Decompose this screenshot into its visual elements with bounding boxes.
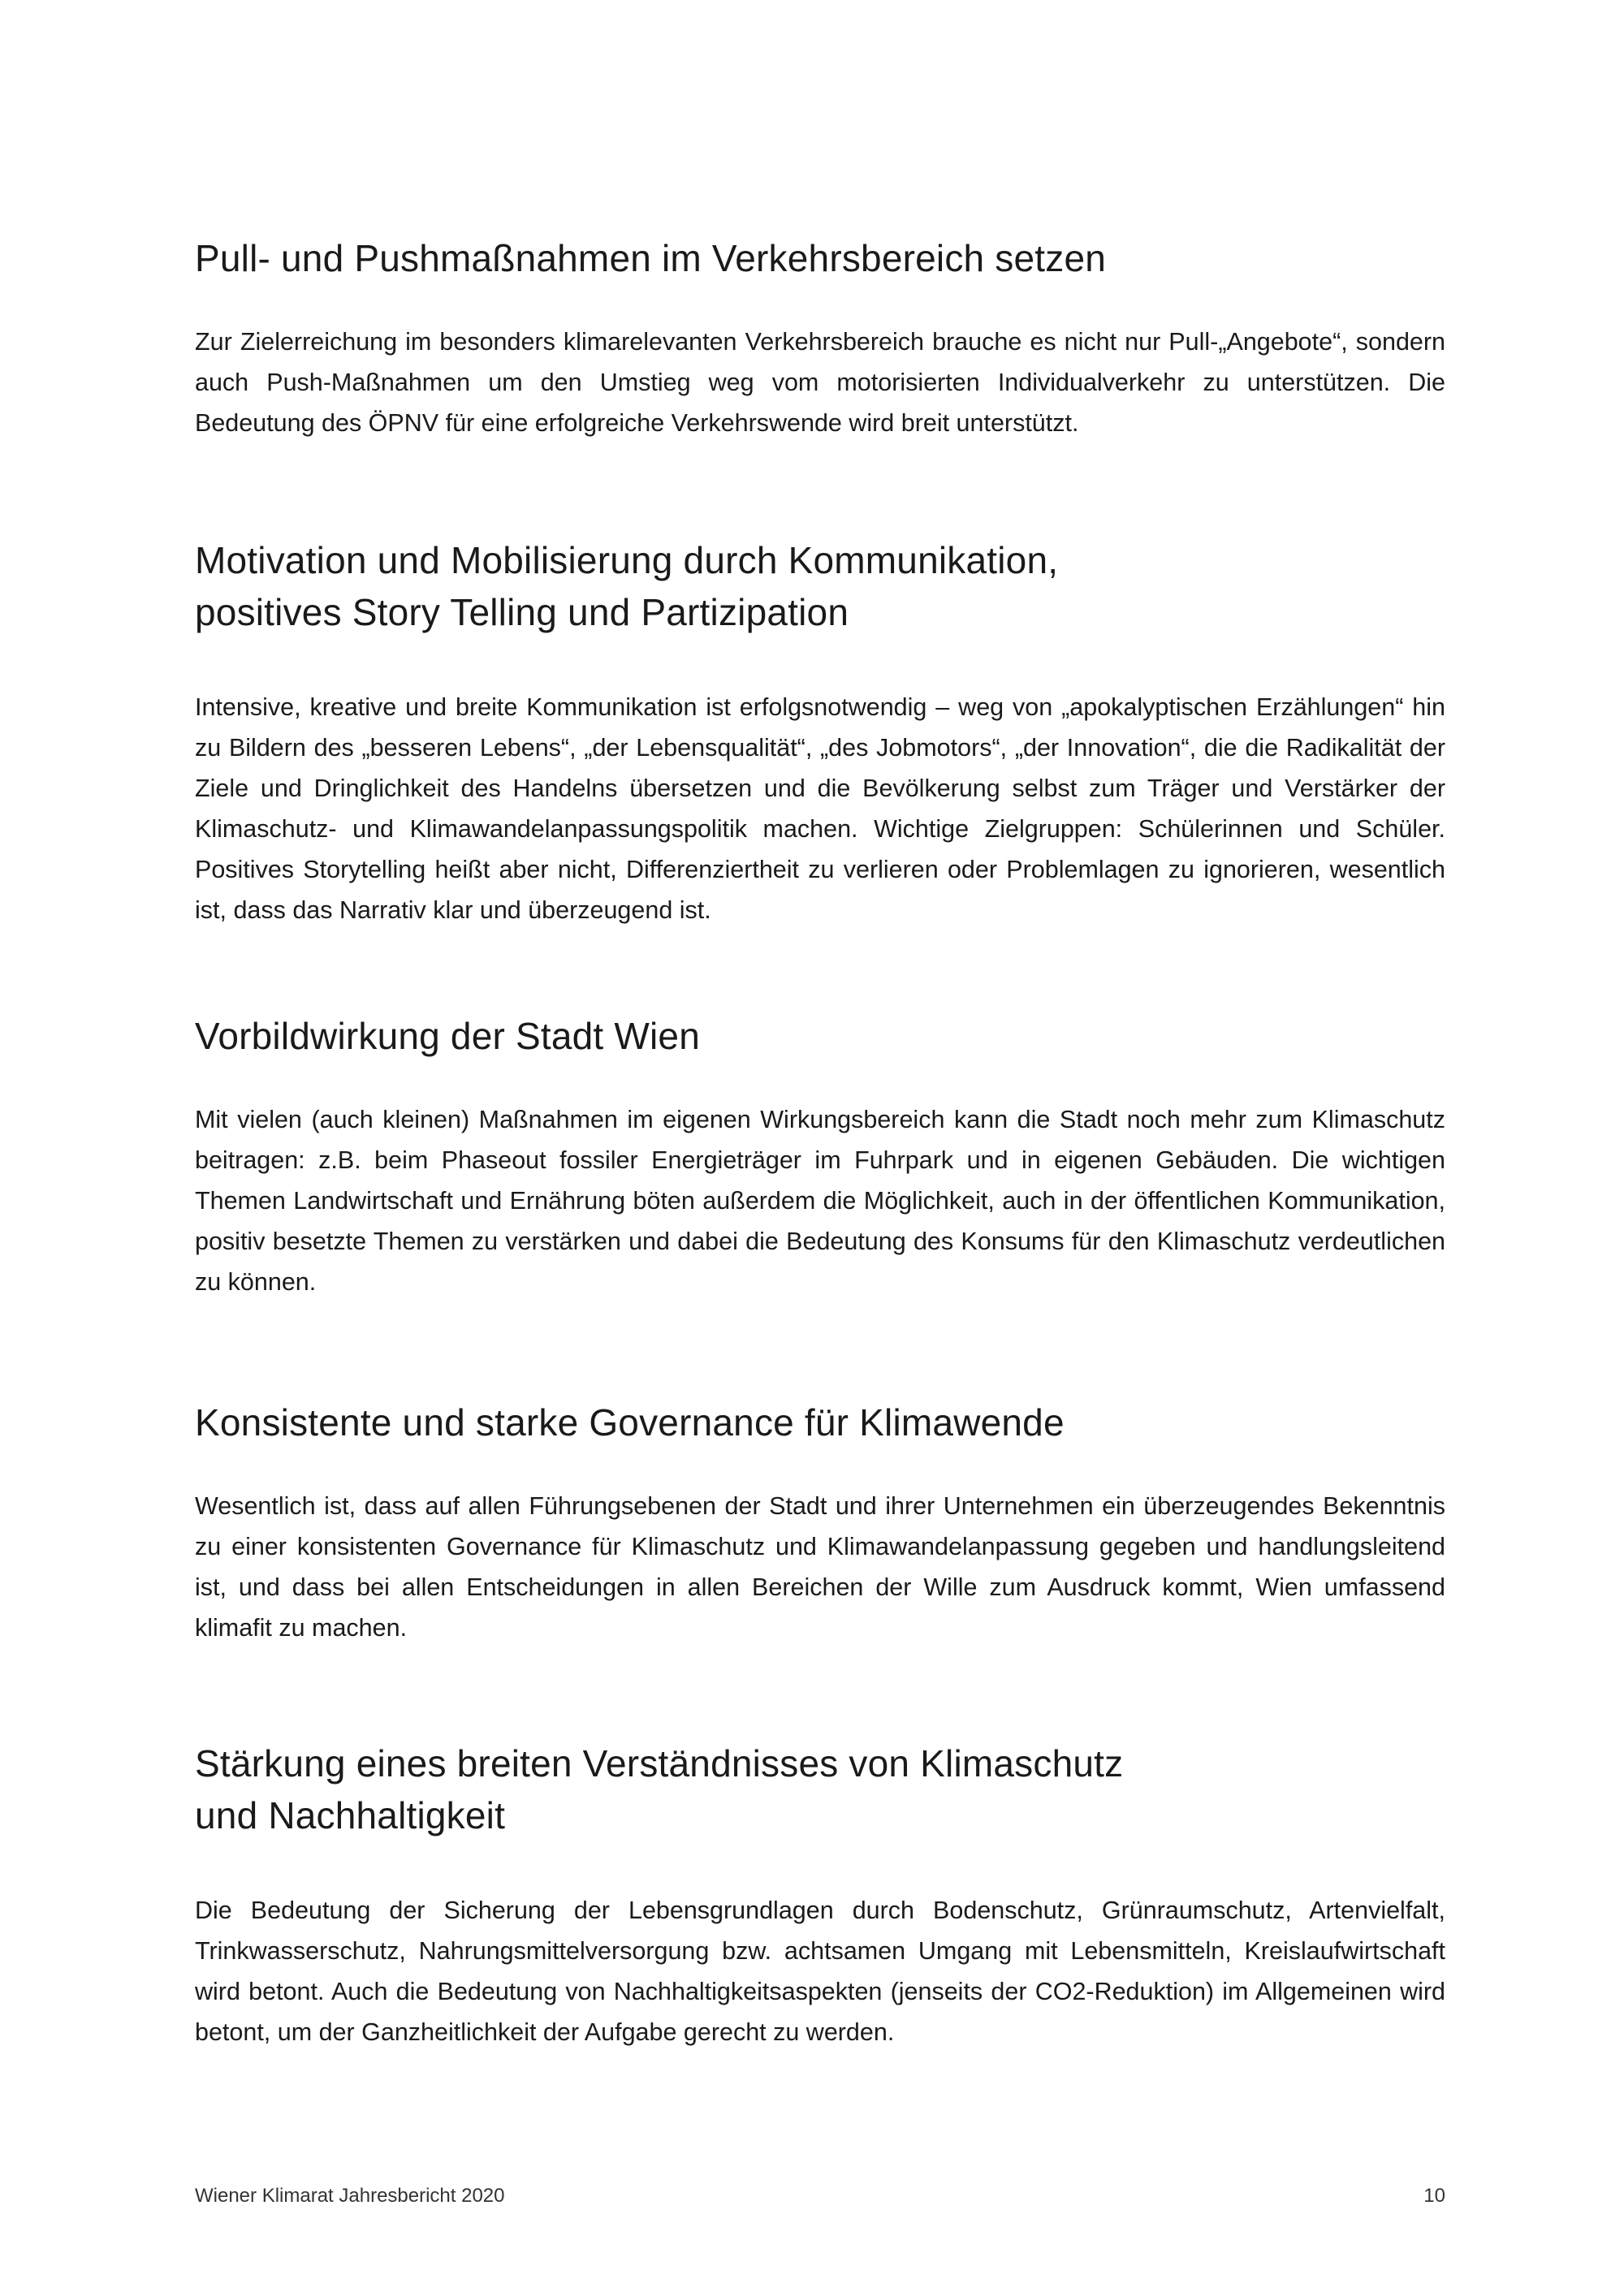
- page-number: 10: [1423, 2185, 1445, 2207]
- section-nachhaltigkeit: [195, 1737, 1445, 2052]
- heading-line: Vorbildwirkung der Stadt Wien: [195, 1015, 700, 1057]
- heading-line: und Nachhaltigkeit: [195, 1794, 506, 1836]
- heading-line: Pull- und Pushmaßnahmen im Verkehrsbereich setzen: [195, 237, 1107, 279]
- section-heading: [195, 232, 1445, 284]
- section-heading: [195, 1737, 1445, 1841]
- section-heading: [195, 1010, 1445, 1062]
- section-heading: [195, 534, 1445, 638]
- footer-title: Wiener Klimarat Jahresbericht 2020: [195, 2185, 505, 2207]
- heading-line: Stärkung eines breiten Verständnisses von Klimaschutz: [195, 1742, 1124, 1785]
- heading-line: Konsistente und starke Governance für Klimawende: [195, 1401, 1065, 1444]
- section-body: Wesentlich ist, dass auf allen Führungsebenen der Stadt und ihrer Unternehmen ein überzeugendes Bekenntnis zu einer konsistenten Governance für Klimaschutz und Klimawandelanpassung gegeben und handlungsleitend ist, und dass bei allen Entscheidungen in allen Bereichen der Wille zum Ausdruck kommt, Wien umfassend klimafit zu machen.: [195, 1492, 1445, 1642]
- section-heading: [195, 1396, 1445, 1448]
- section-body: Mit vielen (auch kleinen) Maßnahmen im eigenen Wirkungsbereich kann die Stadt noch mehr zum Klimaschutz beitragen: z.B. beim Phaseout fossiler Energieträger im Fuhrpark und in eigenen Gebäuden. Die wichtigen Themen Landwirtschaft und Ernährung böten außerdem die Möglichkeit, auch in der öffentlichen Kommunikation, positiv besetzte Themen zu verstärken und dabei die Bedeutung des Konsums für den Klimaschutz verdeutlichen zu können.: [195, 1106, 1445, 1296]
- heading-line: Motivation und Mobilisierung durch Kommunikation,: [195, 539, 1059, 581]
- section-body: Zur Zielerreichung im besonders klimarelevanten Verkehrsbereich brauche es nicht nur Pull-„Angebote“, sondern auch Push-Maßnahmen um den Umstieg weg vom motorisierten Individualverkehr zu unterstützen. Die Bedeutung des ÖPNV für eine erfolgreiche Verkehrswende wird breit unterstützt.: [195, 328, 1445, 437]
- section-vorbildwirkung: [195, 1010, 1445, 1302]
- section-verkehr: [195, 232, 1445, 443]
- section-body: Die Bedeutung der Sicherung der Lebensgrundlagen durch Bodenschutz, Grünraumschutz, Artenvielfalt, Trinkwasserschutz, Nahrungsmittelversorgung bzw. achtsamen Umgang mit Lebensmitteln, Kreislaufwirtschaft wird betont. Auch die Bedeutung von Nachhaltigkeitsaspekten (jenseits der CO2-Reduktion) im Allgemeinen wird betont, um der Ganzheitlichkeit der Aufgabe gerecht zu werden.: [195, 1897, 1445, 2046]
- section-governance: [195, 1396, 1445, 1648]
- section-kommunikation: [195, 534, 1445, 930]
- heading-line: positives Story Telling und Partizipation: [195, 591, 849, 633]
- section-body: Intensive, kreative und breite Kommunikation ist erfolgsnotwendig – weg von „apokalyptischen Erzählungen“ hin zu Bildern des „besseren Lebens“, „der Lebensqualität“, „des Jobmotors“, „der Innovation“, die die Radikalität der Ziele und Dringlichkeit des Handelns übersetzen und die Bevölkerung selbst zum Träger und Verstärker der Klimaschutz- und Klimawandelanpassungspolitik machen. Wichtige Zielgruppen: Schülerinnen und Schüler. Positives Storytelling heißt aber nicht, Differenziertheit zu verlieren oder Problemlagen zu ignorieren, wesentlich ist, dass das Narrativ klar und überzeugend ist.: [195, 693, 1445, 924]
